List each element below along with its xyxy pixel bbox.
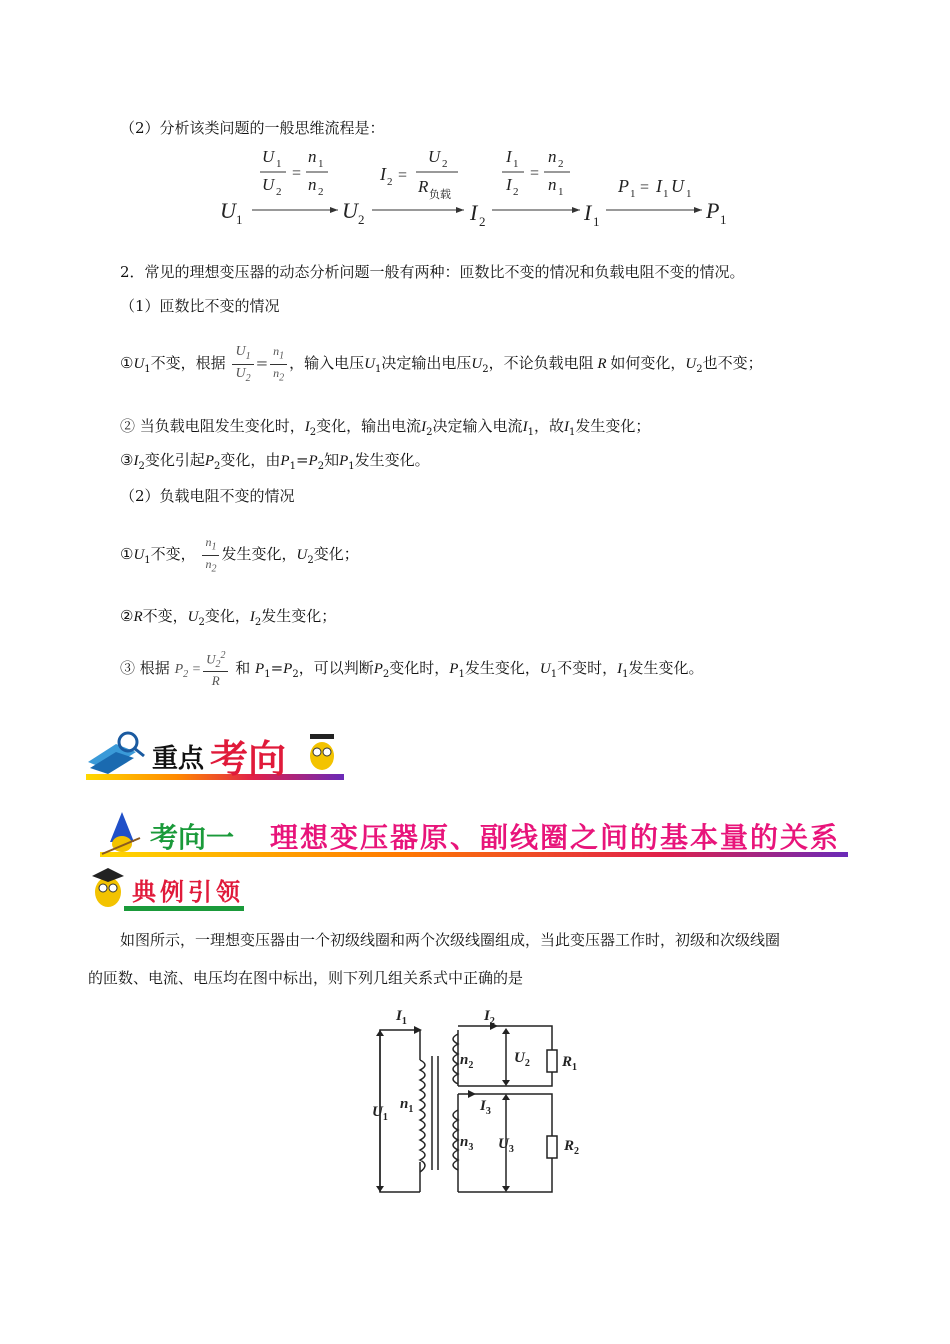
svg-text:=: = [398, 167, 408, 184]
section2-heading: 2．常见的理想变压器的动态分析问题一般有两种：匝数比不变的情况和负载电阻不变的情况。 [120, 263, 745, 281]
svg-text:n: n [548, 147, 557, 166]
svg-text:I: I [584, 200, 592, 225]
svg-text:1: 1 [558, 186, 564, 198]
svg-text:2: 2 [442, 158, 448, 170]
case2-item2: ②R不变，$U_2$变化，$I_2$发生变化； [120, 607, 337, 628]
svg-text:1: 1 [318, 158, 324, 170]
svg-text:U: U [262, 175, 275, 194]
label-u2: U [514, 1050, 525, 1066]
svg-text:2: 2 [358, 212, 365, 227]
case2-item3: ③ 根据 $P_2$ = $\frac{U_2^2}{R}$ 和 $P_1=P_2$，可以判断$P_2$变化时，$P_1$发生变化，$U_1$不变时，$I_1$发生变化。 [120, 649, 704, 689]
svg-text:2: 2 [276, 186, 282, 198]
svg-text:U1: $U_1$ [372, 1104, 388, 1123]
svg-text:1: 1 [593, 214, 600, 229]
svg-text:I: I [656, 176, 662, 196]
flow-diagram [210, 140, 750, 235]
svg-text:U: U [428, 147, 441, 166]
svg-text:1: 1 [663, 188, 669, 200]
svg-text:1: 1 [630, 188, 636, 200]
svg-text:I: I [470, 200, 478, 225]
svg-text:R2: $R_2$ [564, 1138, 580, 1157]
label-r1: R [562, 1054, 573, 1070]
svg-text:2: 2 [513, 186, 519, 198]
case1-item1: $①U_1$不变，根据 $\frac{U_1}{U_2}$ = $\frac{n_1}{n_2}$ ，输入电压$U_1$决定输出电压$U_2$，不论负载电阻 R 如何变化，$U_2$也不变； [120, 343, 763, 384]
svg-text:U: U [262, 147, 275, 166]
svg-text:I: I [380, 164, 386, 184]
label-u3: U [498, 1136, 509, 1152]
svg-text:2: 2 [479, 214, 486, 229]
svg-text:U3: $U_3$ [498, 1136, 514, 1155]
label-i3: I [480, 1098, 486, 1114]
transformer-circuit [360, 1000, 600, 1200]
direction1-title: 理想变压器原、副线圈之间的基本量的关系 [270, 821, 841, 854]
svg-text:1: 1 [513, 158, 519, 170]
svg-text:=: = [640, 179, 650, 196]
svg-text:n2: $n_2$ [460, 1052, 474, 1071]
svg-text:2: 2 [387, 176, 393, 188]
example-banner [88, 866, 248, 912]
flow-intro: （2）分析该类问题的一般思维流程是： [120, 119, 385, 137]
svg-text:I3: $I_3$ [480, 1098, 491, 1117]
svg-text:2: 2 [558, 158, 564, 170]
svg-text:P: P [618, 176, 629, 196]
svg-text:n3: $n_3$ [460, 1134, 474, 1153]
svg-text:U: U [671, 176, 684, 196]
svg-text:1: 1 [686, 188, 692, 200]
svg-text:I1: $I_1$ [396, 1008, 407, 1027]
svg-text:1: 1 [236, 212, 243, 227]
svg-text:U2: $U_2$ [514, 1050, 530, 1069]
case1-title: （1）匝数比不变的情况 [120, 297, 280, 315]
label-r2: R [564, 1138, 575, 1154]
svg-text:R: R [418, 177, 429, 196]
direction1-banner [100, 808, 850, 858]
label-n2: n [460, 1052, 469, 1068]
svg-text:I2: $I_2$ [484, 1008, 495, 1027]
svg-text:n1: $n_1$ [400, 1096, 414, 1115]
svg-text:U: U [342, 198, 358, 223]
case1-item2: ② 当负载电阻发生变化时，$I_2$变化，输出电流$I_2$决定输入电流$I_1$，故$I_1$发生变化； [120, 417, 651, 438]
key-points-banner [86, 722, 348, 784]
label-n3: n [460, 1134, 469, 1150]
problem-line2: 的匝数、电流、电压均在图中标出，则下列几组关系式中正确的是 [88, 969, 524, 987]
case2-item1: $①U_1$不变， $\frac{n_1}{n_2}$ 发生变化，$U_2$变化； [120, 535, 359, 574]
example-label: 典例引领 [132, 878, 244, 906]
key-points-label: 重点 [152, 744, 205, 774]
svg-text:=: = [292, 165, 302, 182]
svg-text:=: = [530, 165, 540, 182]
svg-text:I: I [506, 175, 512, 194]
direction1-label: 考向一 [150, 821, 235, 854]
key-points-highlight: 考向 [210, 737, 287, 781]
label-i1: I [396, 1008, 402, 1024]
label-n1: n [400, 1096, 409, 1112]
svg-text:n: n [548, 175, 557, 194]
svg-text:P: P [706, 198, 720, 223]
svg-text:1: 1 [276, 158, 282, 170]
svg-text:n: n [308, 175, 317, 194]
label-i2: I [484, 1008, 490, 1024]
problem-line1: 如图所示，一理想变压器由一个初级线圈和两个次级线圈组成，当此变压器工作时，初级和次级线圈 [120, 931, 781, 949]
svg-text:1: 1 [720, 212, 727, 227]
svg-text:n: n [308, 147, 317, 166]
svg-text:I: I [506, 147, 512, 166]
svg-text:U: U [220, 198, 236, 223]
svg-text:2: 2 [318, 186, 324, 198]
svg-text:R1: $R_1$ [562, 1054, 578, 1073]
flow-load-label: 负载 [429, 189, 451, 201]
case1-item3: $③I_2$变化引起$P_2$变化，由$P_1=P_2$知$P_1$发生变化。 [120, 451, 430, 472]
label-u1: U [372, 1104, 383, 1120]
case2-title: （2）负载电阻不变的情况 [120, 487, 295, 505]
